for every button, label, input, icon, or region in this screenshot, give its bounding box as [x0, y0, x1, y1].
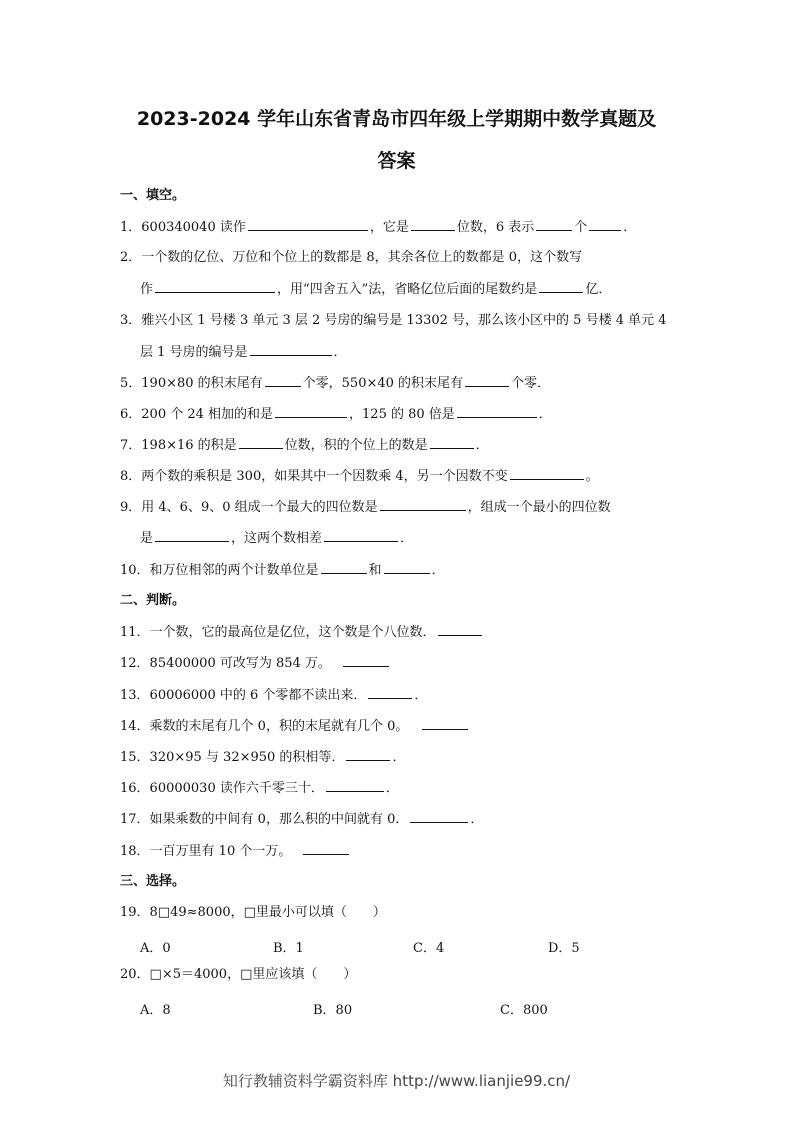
- question-15: [120, 748, 405, 767]
- question-16-text-b: ．: [385, 781, 399, 796]
- answer-blank[interactable]: [368, 686, 412, 699]
- question-1-text-b: ，它是: [369, 220, 409, 235]
- answer-blank[interactable]: [155, 280, 275, 293]
- answer-blank[interactable]: [465, 374, 509, 387]
- answer-blank[interactable]: [457, 405, 537, 418]
- question-3-text-a: 3．雅兴小区 1 号楼 3 单元 3 层 2 号房的编号是 13302 号，那么该小区中的 5 号楼 4 单元 4: [120, 313, 667, 328]
- answer-blank[interactable]: [410, 810, 468, 823]
- question-19-option-b[interactable]: B．1: [273, 941, 304, 956]
- question-8-text-b: 。: [585, 469, 599, 484]
- answer-blank[interactable]: [275, 405, 347, 418]
- question-1-text-d: 个: [574, 220, 588, 235]
- answer-blank[interactable]: [539, 280, 583, 293]
- question-18-text-a: 18．一百万里有 10 个一万。: [120, 844, 292, 859]
- question-20-option-c[interactable]: C．800: [500, 1003, 548, 1018]
- question-7: [120, 436, 489, 455]
- answer-blank[interactable]: [589, 218, 621, 231]
- section-heading-judge: 二、判断。: [120, 593, 186, 608]
- question-9-line-2: [140, 529, 413, 548]
- question-13: [120, 686, 427, 705]
- answer-blank[interactable]: [346, 748, 390, 761]
- question-9-text-a: 9．用 4、6、9、0 组成一个最大的四位数是: [120, 500, 378, 515]
- answer-blank[interactable]: [343, 654, 389, 667]
- answer-blank[interactable]: [384, 561, 430, 574]
- question-1: [120, 218, 636, 237]
- answer-blank[interactable]: [324, 529, 398, 542]
- question-10-text-b: 和: [368, 563, 382, 578]
- question-7-text-a: 7．198×16 的积是: [120, 438, 237, 453]
- question-9-text-b: ，组成一个最小的四位数: [467, 500, 611, 515]
- question-2-line-2: [140, 280, 611, 299]
- question-20-option-b[interactable]: B．80: [313, 1003, 353, 1018]
- answer-blank[interactable]: [380, 498, 466, 511]
- question-3-text-c: ．: [333, 345, 347, 360]
- question-6-text-a: 6．200 个 24 相加的和是: [120, 407, 274, 422]
- answer-blank[interactable]: [265, 374, 301, 387]
- question-9-text-c: 是: [140, 531, 154, 546]
- question-17-text-b: ．: [470, 812, 484, 827]
- question-1-text-e: ．: [623, 220, 637, 235]
- question-5: [120, 374, 550, 393]
- section-heading-choice: 三、选择。: [120, 874, 186, 889]
- question-9-line-1: [120, 498, 611, 517]
- answer-blank[interactable]: [326, 779, 384, 792]
- question-12-text-a: 12．85400000 可改写为 854 万。: [120, 656, 331, 671]
- question-10-text-c: ．: [431, 563, 445, 578]
- answer-blank[interactable]: [239, 436, 283, 449]
- question-8: [120, 467, 599, 486]
- question-16: [120, 779, 399, 798]
- question-2-text-c: ，用“四舍五入”法，省略亿位后面的尾数约是: [277, 282, 538, 297]
- question-12: [120, 654, 391, 673]
- question-19-option-d[interactable]: D．5: [548, 941, 580, 956]
- answer-blank[interactable]: [510, 467, 584, 480]
- question-2-text-a: 2．一个数的亿位、万位和个位上的数都是 8，其余各位上的数都是 0，这个数写: [120, 250, 583, 265]
- answer-blank[interactable]: [303, 842, 349, 855]
- question-20: [120, 966, 356, 984]
- question-15-text-a: 15．320×95 与 32×950 的积相等．: [120, 750, 345, 765]
- question-5-text-a: 5．190×80 的积末尾有: [120, 376, 263, 391]
- answer-blank[interactable]: [155, 529, 229, 542]
- question-2-text-b: 作: [140, 282, 154, 297]
- question-19-text-a: 19．8□49≈8000，□里最小可以填（ ）: [120, 905, 386, 920]
- question-14-text-a: 14．乘数的末尾有几个 0，积的末尾就有几个 0。: [120, 719, 409, 734]
- question-10-text-a: 10．和万位相邻的两个计数单位是: [120, 563, 319, 578]
- question-17: [120, 810, 483, 829]
- answer-blank[interactable]: [536, 218, 572, 231]
- question-3-line-2: [140, 343, 347, 362]
- question-19: [120, 904, 386, 922]
- answer-blank[interactable]: [250, 343, 332, 356]
- question-7-text-b: 位数，积的个位上的数是: [284, 438, 428, 453]
- question-14: [120, 717, 470, 736]
- question-3-text-b: 层 1 号房的编号是: [140, 345, 248, 360]
- section-heading-fill: 一、填空。: [120, 188, 186, 203]
- question-6: [120, 405, 552, 424]
- question-10: [120, 561, 445, 580]
- question-11-text-a: 11．一个数，它的最高位是亿位，这个数是个八位数．: [120, 625, 436, 640]
- question-2-line-1: [120, 249, 582, 267]
- question-19-option-a[interactable]: A．0: [140, 941, 171, 956]
- question-9-text-d: ，这两个数相差: [231, 531, 323, 546]
- question-18: [120, 842, 351, 861]
- question-11: [120, 623, 484, 642]
- question-13-text-a: 13．60006000 中的 6 个零都不读出来．: [120, 688, 367, 703]
- answer-blank[interactable]: [411, 218, 455, 231]
- question-15-text-b: ．: [392, 750, 406, 765]
- question-2-text-d: 亿．: [585, 282, 612, 297]
- question-1-text-c: 位数，6 表示: [456, 220, 535, 235]
- answer-blank[interactable]: [430, 436, 474, 449]
- question-17-text-a: 17．如果乘数的中间有 0，那么积的中间就有 0．: [120, 812, 409, 827]
- answer-blank[interactable]: [321, 561, 367, 574]
- footer-watermark: 知行教辅资料学霸资料库 http://www.lianjie99.cn/: [222, 1072, 571, 1090]
- question-3-line-1: [120, 312, 667, 330]
- question-20-option-a[interactable]: A．8: [140, 1003, 171, 1018]
- question-7-text-c: ．: [475, 438, 489, 453]
- document-title-line-1: 2023-2024 学年山东省青岛市四年级上学期期中数学真题及: [136, 108, 657, 130]
- question-20-text-a: 20．□×5＝4000，□里应该填（ ）: [120, 967, 357, 982]
- question-8-text-a: 8．两个数的乘积是 300，如果其中一个因数乘 4，另一个因数不变: [120, 469, 508, 484]
- question-19-option-c[interactable]: C．4: [413, 941, 445, 956]
- document-title-line-2: 答案: [377, 150, 416, 172]
- answer-blank[interactable]: [438, 623, 482, 636]
- question-5-text-c: 个零．: [511, 376, 551, 391]
- question-16-text-a: 16．60000030 读作六千零三十．: [120, 781, 324, 796]
- answer-blank[interactable]: [248, 218, 368, 231]
- question-6-text-b: ，125 的 80 倍是: [349, 407, 455, 422]
- question-5-text-b: 个零，550×40 的积末尾有: [302, 376, 464, 391]
- question-1-text-a: 1．600340040 读作: [120, 220, 246, 235]
- question-6-text-c: ．: [538, 407, 552, 422]
- answer-blank[interactable]: [422, 717, 468, 730]
- question-13-text-b: ．: [414, 688, 428, 703]
- question-9-text-e: ．: [400, 531, 414, 546]
